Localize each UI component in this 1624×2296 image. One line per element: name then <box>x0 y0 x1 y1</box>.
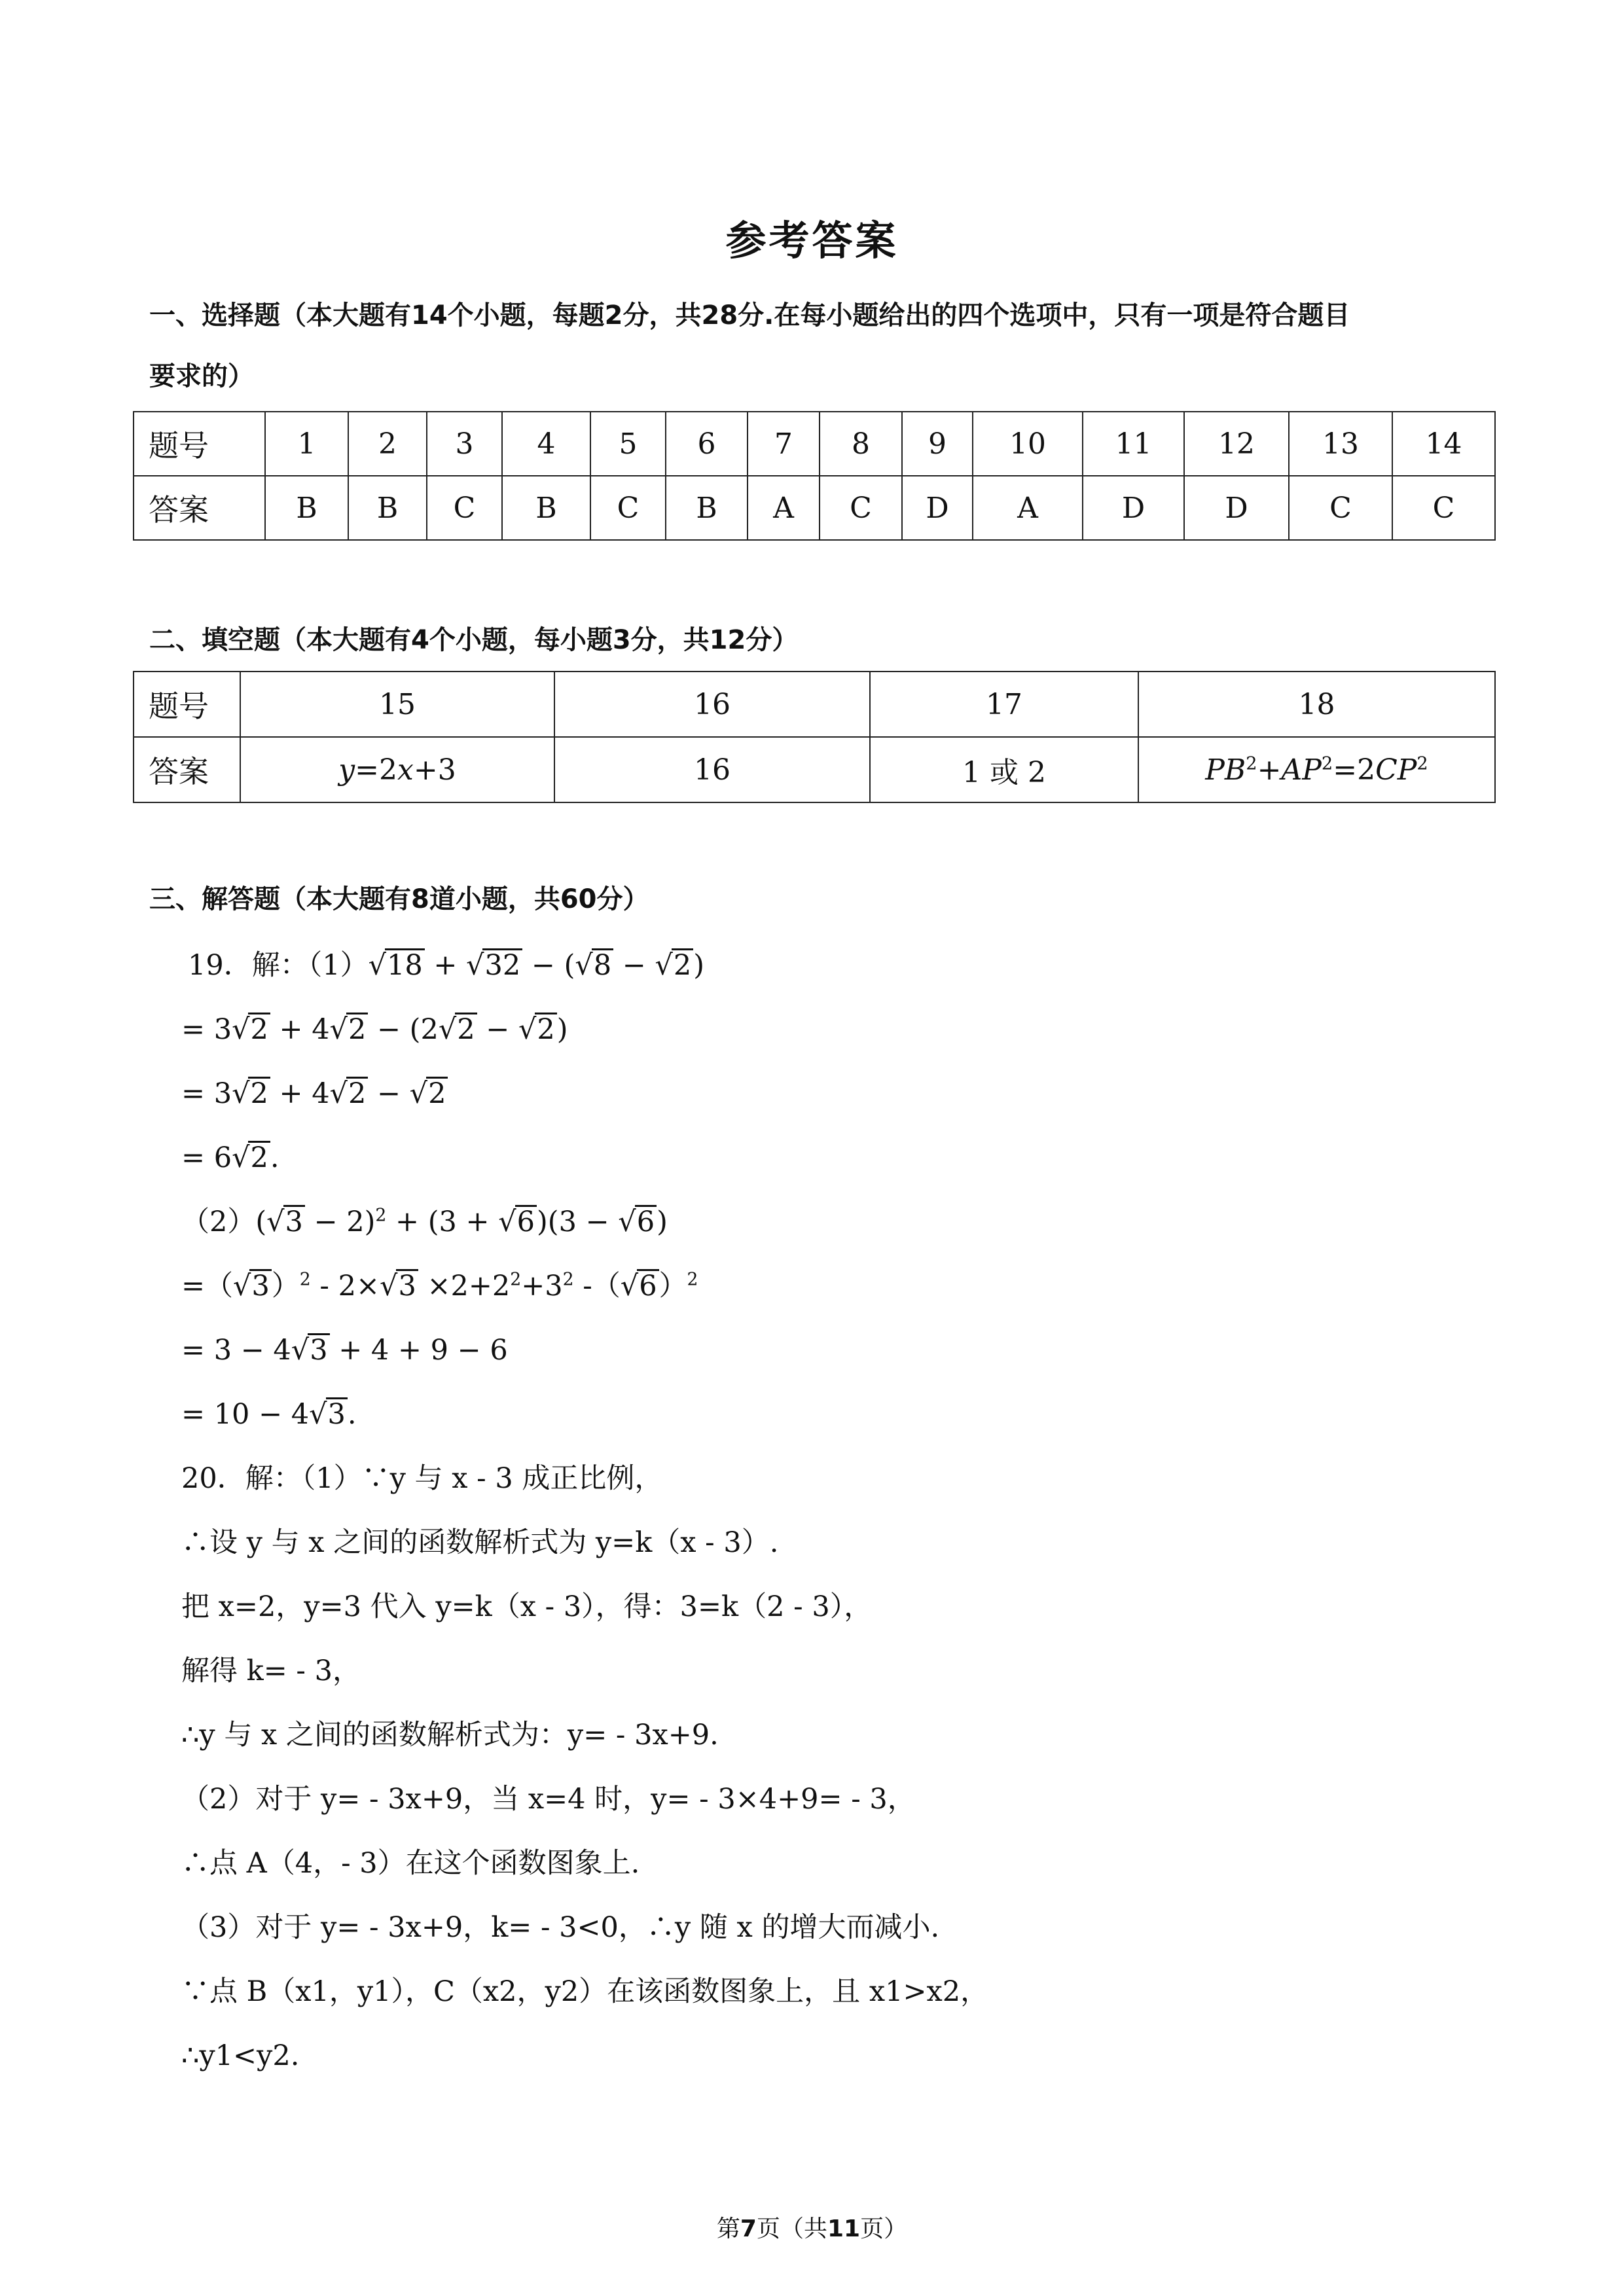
q15-answer: y=2x+3 <box>240 737 554 802</box>
q18-answer: $PB^2+AP^2=2CP^2$ <box>1138 737 1495 802</box>
choice-answer-13: C <box>1289 476 1392 540</box>
row-label: 答案 <box>134 737 240 802</box>
choice-answer-4: B <box>502 476 590 540</box>
q20-line9: ∵点 B（x1，y1），C（x2，y2）在该函数图象上，且 x1>x2， <box>181 1975 989 2008</box>
q19-line6: $=(√3)^2 - 2\times√3 \times 2+2^2+3^2$ $-(√6)^2$ <box>181 1269 698 1302</box>
page-title: 参考答案 <box>725 217 899 264</box>
choice-answer-10: A <box>973 476 1083 540</box>
choice-number-10: 10 <box>973 412 1083 476</box>
choice-answer-6: B <box>666 476 748 540</box>
q18-number: 18 <box>1138 672 1495 737</box>
q19-line5: $(2)(√3 - 2)^2 + (3 + √6)(3 - √6)$ <box>181 1205 668 1238</box>
row-label: 题号 <box>134 412 265 476</box>
choice-number-5: 5 <box>590 412 666 476</box>
choice-answer-2: B <box>348 476 427 540</box>
q20-line7: ∴点 A（4，- 3）在这个函数图象上. <box>181 1847 640 1880</box>
choice-number-13: 13 <box>1289 412 1392 476</box>
choice-number-9: 9 <box>902 412 973 476</box>
section3-heading: 三、解答题（本大题有8道小题，共60分） <box>149 884 649 914</box>
q16-answer: 16 <box>554 737 870 802</box>
row-label: 答案 <box>134 476 265 540</box>
choice-number-3: 3 <box>427 412 502 476</box>
choice-answer-7: A <box>748 476 820 540</box>
q20-line6: （2）对于 y= - 3x+9，当 x=4 时，y= - 3×4+9= - 3， <box>181 1783 916 1816</box>
q19-line7: = 3 − 4√3 + 4 + 9 − 6 <box>181 1334 508 1367</box>
answer-row <box>134 476 1495 540</box>
q20-line1: 20．解：（1）∵y 与 x - 3 成正比例， <box>181 1462 663 1495</box>
choice-answer-3: C <box>427 476 502 540</box>
q20-line4: 解得 k= - 3， <box>181 1655 361 1687</box>
q17-answer: 1 或 2 <box>870 737 1138 802</box>
q15-number: 15 <box>240 672 554 737</box>
q16-number: 16 <box>554 672 870 737</box>
choice-answer-table <box>133 411 1496 541</box>
choice-number-6: 6 <box>666 412 748 476</box>
section1-heading: 一、选择题（本大题有14个小题，每题2分，共28分.在每小题给出的四个选项中，只有一项是符合题目 <box>149 300 1350 331</box>
section2-heading: 二、填空题（本大题有4个小题，每小题3分，共12分） <box>149 625 799 655</box>
q20-line10: ∴y1<y2. <box>181 2039 300 2072</box>
choice-number-2: 2 <box>348 412 427 476</box>
q19-line3: = 3√2 + 4√2 − √2 <box>181 1074 448 1113</box>
q20-line3: 把 x=2，y=3 代入 y=k（x - 3），得：3=k（2 - 3）， <box>181 1590 873 1623</box>
choice-number-7: 7 <box>748 412 820 476</box>
choice-number-14: 14 <box>1392 412 1495 476</box>
choice-answer-11: D <box>1083 476 1184 540</box>
q20-line8: （3）对于 y= - 3x+9，k= - 3<0，∴y 随 x 的增大而减小. <box>181 1911 940 1944</box>
q20-line5: ∴y 与 x 之间的函数解析式为：y= - 3x+9. <box>181 1719 719 1751</box>
number-row <box>134 412 1495 476</box>
choice-number-1: 1 <box>265 412 348 476</box>
fill-answer-table <box>133 671 1496 803</box>
choice-number-8: 8 <box>820 412 902 476</box>
section1-heading-cont: 要求的） <box>149 361 254 391</box>
page-footer: 第7页（共11页） <box>716 2215 908 2242</box>
choice-answer-5: C <box>590 476 666 540</box>
choice-answer-1: B <box>265 476 348 540</box>
q19-line1: 19．解：（1）√18 + √32 − (√8 − √2) <box>188 949 705 982</box>
choice-number-11: 11 <box>1083 412 1184 476</box>
q17-number: 17 <box>870 672 1138 737</box>
choice-answer-14: C <box>1392 476 1495 540</box>
choice-answer-12: D <box>1184 476 1289 540</box>
choice-answer-9: D <box>902 476 973 540</box>
choice-answer-8: C <box>820 476 902 540</box>
q19-line2: = 3√2 + 4√2 − (2√2 − √2) <box>181 1013 568 1046</box>
q19-line8: = 10 − 4√3. <box>181 1398 357 1431</box>
choice-number-4: 4 <box>502 412 590 476</box>
q19-line4: = 6√2. <box>181 1141 280 1174</box>
row-label: 题号 <box>134 672 240 737</box>
q20-line2: ∴设 y 与 x 之间的函数解析式为 y=k（x - 3）. <box>181 1526 779 1559</box>
choice-number-12: 12 <box>1184 412 1289 476</box>
